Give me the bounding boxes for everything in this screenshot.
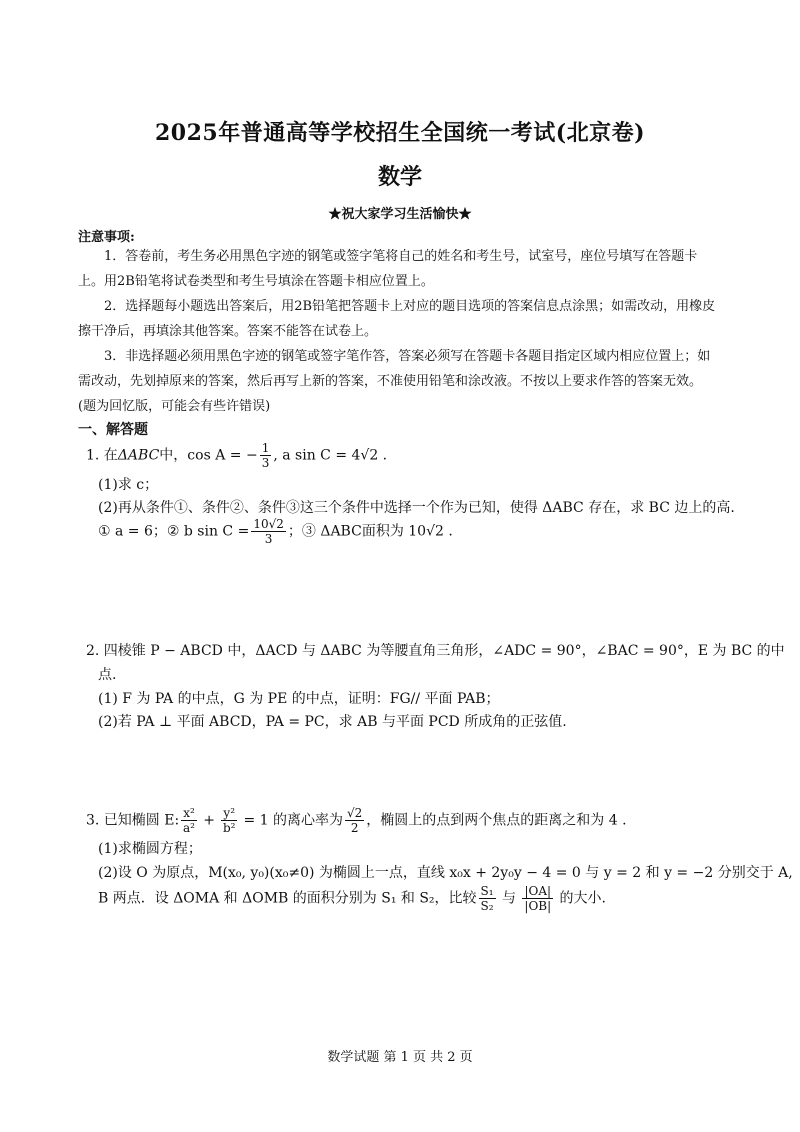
q3-prefix: 3. 已知椭圆 E: (86, 812, 180, 829)
q3-frac-y (221, 806, 237, 835)
page-footer: 数学试题 第 1 页 共 2 页 (327, 1050, 473, 1065)
subject-title: 数学 (377, 164, 422, 190)
q1-conditions (98, 517, 453, 546)
q3-p2-frac-s (479, 884, 496, 913)
question-1-stem (86, 441, 387, 470)
q3-suffix: ，椭圆上的点到两个焦点的距离之和为 4 . (366, 812, 627, 829)
q3-part-2-line-1: (2)设 O 为原点，M(x₀, y₀)(x₀≠0) 为椭圆上一点，直线 x₀x + 2y₀y − 4 = 0 与 y = 2 和 y = −2 分别交于 A, (98, 865, 793, 881)
slogan: ★祝大家学习生活愉快★ (328, 207, 472, 222)
q1-prefix: 1. 在 (86, 447, 118, 464)
notice-heading: 注意事项: (78, 230, 135, 245)
q3-p2-a: B 两点．设 ΔOMA 和 ΔOMB 的面积分别为 S₁ 和 S₂，比较 (98, 890, 477, 907)
q3-frac-e (345, 806, 364, 835)
q3-p2-c: 的大小. (555, 890, 606, 907)
q3-part-2-line-2 (98, 884, 606, 913)
q3-frac-y-den: b² (222, 821, 236, 835)
q3-frac-e-den: 2 (350, 821, 359, 835)
notice-item-1 (78, 244, 718, 294)
q3-p2-frac-o-den: |OB| (524, 899, 552, 913)
q3-p2-b: 与 (497, 890, 521, 907)
notice-item-2-text: 2．选择题每小题选出答案后，用2B铅笔把答题卡上对应的题目选项的答案信息点涂黑；如需改动，用橡皮擦干净后，再填涂其他答案。答案不能答在试卷上。 (78, 299, 716, 339)
q1-frac-num: 1 (261, 441, 270, 455)
q3-p2-frac-s-num: S₁ (480, 884, 494, 898)
q3-p2-frac-s-den: S₂ (480, 899, 494, 913)
q1-mid: 中，cos A = − (159, 447, 258, 464)
q3-frac-e-num: √2 (347, 806, 363, 820)
q1-cond-a: ① a = 6；② b sin C = (98, 523, 250, 540)
exam-title: 2025年普通高等学校招生全国统一考试(北京卷) (154, 120, 646, 146)
q2-part-1: (1) F 为 PA 的中点，G 为 PE 的中点，证明：FG// 平面 PAB； (98, 691, 500, 707)
notice-item-2 (78, 294, 718, 344)
q3-part-1: (1)求椭圆方程； (98, 841, 202, 857)
q1-part-1: (1)求 c； (98, 477, 159, 493)
q1-cond-frac-den: 3 (264, 532, 273, 546)
notice-item-3-text: 3．非选择题必须用黑色字迹的钢笔或签字笔作答，答案必须写在答题卡各题目指定区域内相应位置上；如需改动，先划掉原来的答案，然后再写上新的答案，不准使用铅笔和涂改液。不按以上要求作答的答案无效。(题为回忆版，可能会有些许错误) (78, 349, 711, 414)
q3-mid: = 1 的离心率为 (239, 812, 344, 829)
q3-p2-frac-o-num: |OA| (524, 884, 552, 898)
question-3-stem (86, 806, 627, 835)
q1-cond-fraction (251, 517, 286, 546)
q3-frac-x-den: a² (183, 821, 195, 835)
q1-cond-frac-num: 10√2 (253, 517, 284, 531)
q1-suffix: , a sin C = 4√2 . (273, 447, 388, 464)
q1-part-2: (2)再从条件①、条件②、条件③这三个条件中选择一个作为已知，使得 ΔABC 存在，求 BC 边上的高. (98, 500, 735, 516)
q2-part-2: (2)若 PA ⊥ 平面 ABCD，PA = PC，求 AB 与平面 PCD 所成角的正弦值. (98, 714, 567, 730)
q3-plus: + (198, 812, 220, 829)
notice-item-1-text: 1．答卷前，考生务必用黑色字迹的钢笔或签字笔将自己的姓名和考生号，试室号，座位号填写在答题卡上。用2B铅笔将试卷类型和考生号填涂在答题卡相应位置上。 (78, 249, 698, 289)
question-2-line-1: 2. 四棱锥 P − ABCD 中，ΔACD 与 ΔABC 为等腰直角三角形，∠ADC = 90°，∠BAC = 90°，E 为 BC 的中 (86, 643, 785, 659)
q3-frac-y-num: y² (223, 806, 236, 820)
q3-frac-x-num: x² (183, 806, 195, 820)
section-title: 一、解答题 (78, 422, 148, 438)
q3-p2-frac-o (522, 884, 553, 913)
q1-fraction (260, 441, 272, 470)
q1-frac-den: 3 (261, 456, 270, 470)
q1-triangle: ΔABC (117, 447, 160, 464)
notice-item-3 (78, 344, 718, 419)
question-2-line-2: 点. (98, 667, 117, 683)
q3-frac-x (181, 806, 197, 835)
q1-cond-b: ；③ ΔABC面积为 10√2 . (287, 523, 453, 540)
